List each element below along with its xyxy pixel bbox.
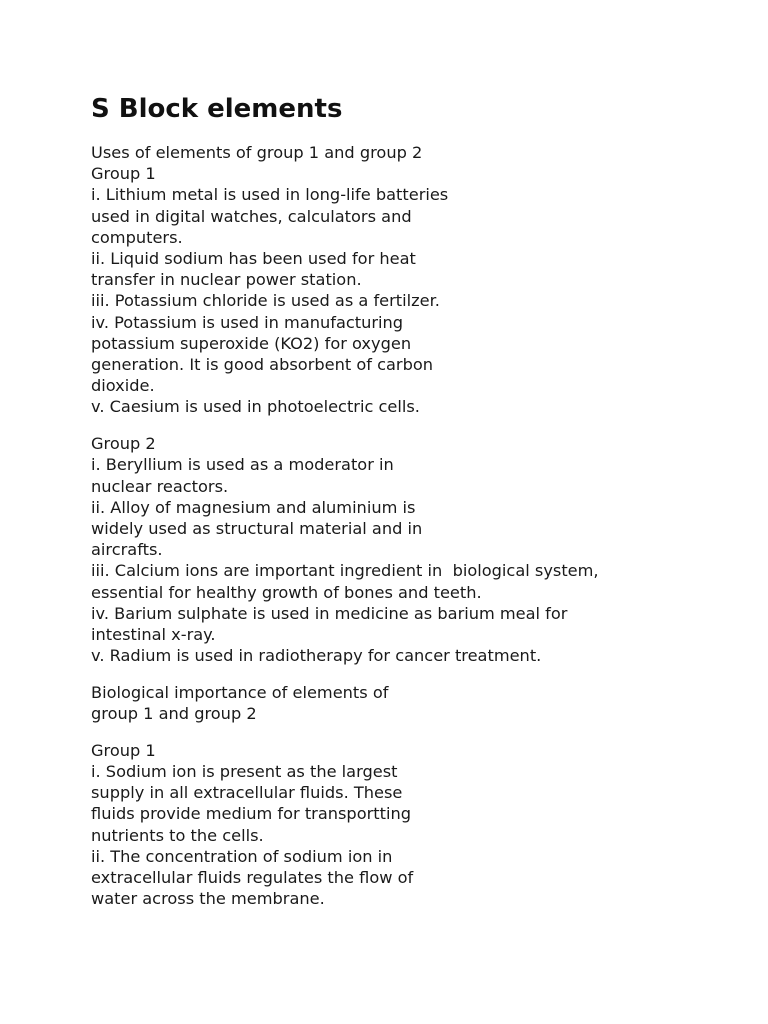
biological-importance-heading — [91, 682, 691, 724]
text-line: dioxide. — [91, 376, 155, 396]
text-line: fluids provide medium for transportting — [91, 804, 411, 824]
text-line: v. Caesium is used in photoelectric cells. — [91, 397, 420, 417]
text-line: ii. The concentration of sodium ion in — [91, 846, 393, 866]
text-line: iv. Barium sulphate is used in medicine as barium meal for — [91, 603, 568, 623]
text-line: Uses of elements of group 1 and group 2 — [91, 143, 423, 162]
paragraph-gap — [91, 418, 691, 434]
text-line: Group 1 — [91, 164, 156, 184]
text-line: group 1 and group 2 — [91, 704, 257, 724]
paragraph-gap — [91, 724, 691, 740]
paragraph-gap — [91, 666, 691, 682]
uses-group-1-section — [91, 142, 691, 418]
text-line: Group 1 — [91, 740, 156, 760]
text-line: generation. It is good absorbent of carbon — [91, 355, 434, 375]
text-line: nuclear reactors. — [91, 476, 229, 496]
uses-group-2-section — [91, 433, 691, 666]
text-line: i. Beryllium is used as a moderator in — [91, 455, 394, 475]
text-line: transfer in nuclear power station. — [91, 270, 362, 290]
text-line: water across the membrane. — [91, 889, 325, 909]
text-line: intestinal x-ray. — [91, 624, 216, 644]
text-line: iii. Calcium ions are important ingredient in biological system, — [91, 561, 599, 581]
text-line: ii. Alloy of magnesium and aluminium is — [91, 497, 416, 517]
text-line: i. Lithium metal is used in long-life batteries — [91, 185, 449, 205]
text-line: iii. Potassium chloride is used as a fertilzer. — [91, 291, 440, 311]
biological-group-1-section — [91, 740, 691, 910]
text-line: Group 2 — [91, 434, 156, 454]
text-line: nutrients to the cells. — [91, 825, 264, 845]
text-line: extracellular fluids regulates the flow of — [91, 868, 414, 887]
text-line: used in digital watches, calculators and — [91, 206, 412, 226]
text-line: v. Radium is used in radiotherapy for cancer treatment. — [91, 646, 542, 666]
text-line: i. Sodium ion is present as the largest — [91, 761, 398, 781]
text-line: essential for healthy growth of bones and teeth. — [91, 582, 482, 602]
text-line: computers. — [91, 227, 183, 247]
text-line: widely used as structural material and in — [91, 518, 423, 538]
page-title: S Block elements — [91, 94, 343, 124]
text-line: potassium superoxide (KO2) for oxygen — [91, 333, 412, 353]
text-line: Biological importance of elements of — [91, 682, 389, 702]
text-line: ii. Liquid sodium has been used for heat — [91, 249, 416, 269]
text-line: iv. Potassium is used in manufacturing — [91, 312, 404, 332]
text-line: aircrafts. — [91, 540, 163, 560]
document-page — [91, 88, 691, 909]
text-line: supply in all extracellular fluids. These — [91, 783, 403, 803]
